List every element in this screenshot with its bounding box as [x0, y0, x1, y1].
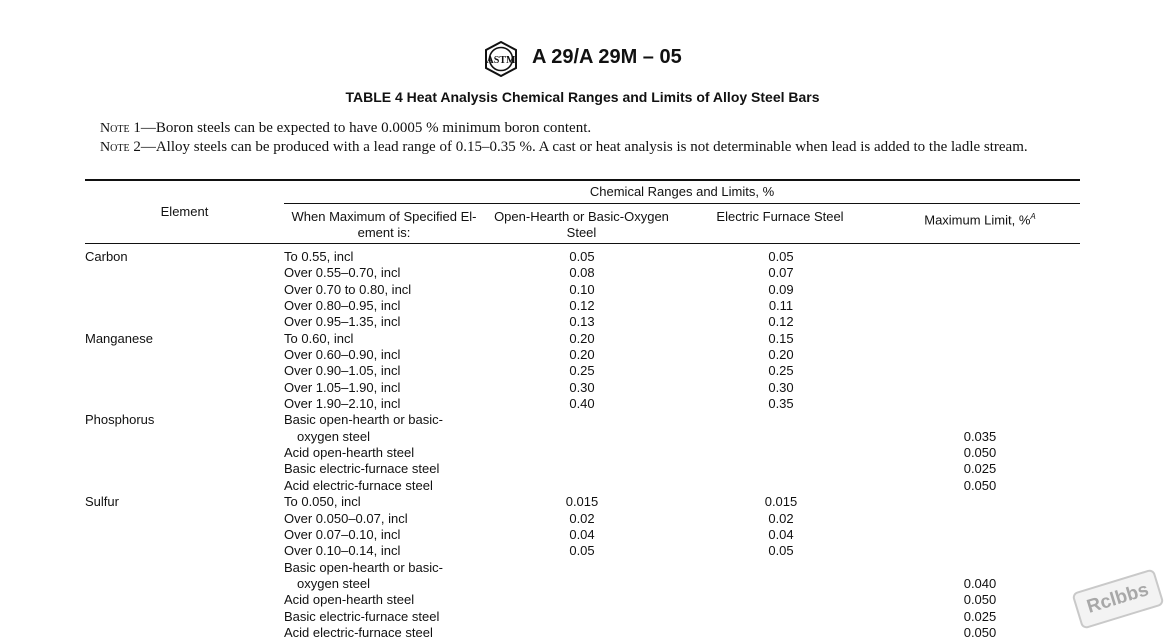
table-row: [0, 560, 1165, 576]
cell-condition: Over 0.70 to 0.80, incl: [284, 281, 412, 297]
cell-electric-furnace: 0.015: [764, 494, 798, 510]
cell-open-hearth: 0.20: [569, 330, 595, 346]
note-1: [100, 119, 591, 138]
cell-open-hearth: 0.10: [569, 281, 595, 297]
cell-element: Manganese: [85, 330, 153, 346]
table-header-rule: [85, 243, 1080, 244]
cell-condition: Basic electric-furnace steel: [284, 608, 440, 624]
table-row: [0, 429, 1165, 445]
cell-condition: To 0.050, incl: [284, 494, 361, 510]
cell-electric-furnace: 0.12: [768, 314, 794, 330]
table-top-rule: [85, 179, 1080, 181]
cell-open-hearth: 0.015: [565, 494, 599, 510]
table-row: [0, 511, 1165, 527]
cell-electric-furnace: 0.04: [768, 526, 794, 542]
cell-electric-furnace: 0.09: [768, 281, 794, 297]
cell-condition: Basic open-hearth or basic-: [284, 559, 443, 575]
cell-condition: oxygen steel: [297, 575, 370, 591]
table-row: [0, 314, 1165, 330]
table-group-rule: [284, 203, 1080, 204]
cell-max-limit: 0.050: [963, 477, 997, 493]
cell-open-hearth: 0.02: [569, 510, 595, 526]
cell-open-hearth: 0.40: [569, 396, 595, 412]
cell-element: Phosphorus: [85, 412, 155, 428]
footnote-marker: A: [1030, 212, 1036, 221]
table-row: [0, 461, 1165, 477]
cell-electric-furnace: 0.30: [768, 379, 794, 395]
cell-max-limit: 0.050: [963, 624, 997, 640]
cell-max-limit: 0.050: [963, 592, 997, 608]
cell-open-hearth: 0.20: [569, 347, 595, 363]
cell-condition: Over 0.95–1.35, incl: [284, 314, 401, 330]
cell-max-limit: 0.040: [963, 575, 997, 591]
cell-element: Carbon: [85, 249, 128, 264]
cell-condition: Over 0.90–1.05, incl: [284, 363, 401, 379]
cell-open-hearth: 0.13: [569, 314, 595, 330]
table-body: [0, 249, 1165, 641]
note-label: Note: [100, 121, 130, 136]
cell-condition: Over 0.07–0.10, incl: [284, 526, 401, 542]
cell-electric-furnace: 0.11: [768, 298, 794, 314]
cell-electric-furnace: 0.35: [768, 396, 794, 412]
cell-electric-furnace: 0.07: [768, 265, 794, 281]
cell-electric-furnace: 0.25: [768, 363, 794, 379]
note-text: 1—Boron steels can be expected to have 0.0005 % minimum boron content.: [129, 120, 592, 136]
cell-condition: Acid electric-furnace steel: [284, 477, 433, 493]
header-max-limit: [880, 209, 1080, 228]
svg-text:ASTM: ASTM: [486, 55, 516, 66]
cell-condition: Over 1.05–1.90, incl: [284, 379, 401, 395]
cell-condition: Over 0.10–0.14, incl: [284, 543, 401, 559]
cell-element: Sulfur: [85, 494, 119, 510]
cell-condition: oxygen steel: [297, 428, 370, 444]
cell-max-limit: 0.050: [963, 445, 997, 461]
cell-condition: To 0.55, incl: [284, 249, 354, 264]
cell-condition: Basic open-hearth or basic-: [284, 412, 443, 428]
table-row: [0, 625, 1165, 641]
astm-logo-icon: [481, 41, 521, 77]
cell-open-hearth: 0.05: [569, 249, 595, 264]
header-open-hearth: Open-Hearth or Basic-Oxygen Steel: [494, 209, 669, 240]
cell-electric-furnace: 0.05: [768, 249, 794, 264]
cell-open-hearth: 0.08: [569, 265, 595, 281]
cell-condition: Over 1.90–2.10, incl: [284, 396, 401, 412]
cell-condition: Over 0.55–0.70, incl: [284, 265, 401, 281]
note-label: Note: [100, 140, 130, 155]
cell-condition: Acid electric-furnace steel: [284, 624, 433, 640]
cell-condition: Acid open-hearth steel: [284, 445, 415, 461]
cell-condition: Over 0.60–0.90, incl: [284, 347, 401, 363]
cell-open-hearth: 0.25: [569, 363, 595, 379]
table-row: [0, 380, 1165, 396]
header-when-max: When Maximum of Specified El- ement is:: [291, 209, 477, 240]
cell-open-hearth: 0.30: [569, 379, 595, 395]
cell-condition: Basic electric-furnace steel: [284, 461, 440, 477]
watermark-stamp: Rclbbs: [1071, 568, 1164, 629]
header-chemical-ranges: Chemical Ranges and Limits, %: [589, 184, 775, 199]
cell-electric-furnace: 0.20: [768, 347, 794, 363]
document-header: [0, 38, 1165, 82]
header-max-limit-label: Maximum Limit, %: [924, 212, 1031, 228]
table-row: [0, 445, 1165, 461]
cell-electric-furnace: 0.15: [768, 330, 794, 346]
table-row: [0, 494, 1165, 510]
note-2: [85, 138, 1080, 157]
cell-condition: To 0.60, incl: [284, 330, 354, 346]
cell-condition: Over 0.050–0.07, incl: [284, 510, 408, 526]
header-element: Element: [160, 204, 209, 219]
cell-open-hearth: 0.12: [569, 298, 595, 314]
cell-electric-furnace: 0.05: [768, 543, 794, 559]
table-title: TABLE 4 Heat Analysis Chemical Ranges and Limits of Alloy Steel Bars: [345, 89, 820, 105]
cell-open-hearth: 0.04: [569, 526, 595, 542]
table-row: [0, 396, 1165, 412]
cell-condition: Acid open-hearth steel: [284, 592, 415, 608]
table-row: [0, 412, 1165, 428]
note-text: 2—Alloy steels can be produced with a lead range of 0.15–0.35 %. A cast or heat analysis is not determinable when lead is added to the ladle stream.: [129, 139, 1028, 155]
table-row: [0, 543, 1165, 559]
cell-max-limit: 0.035: [963, 428, 997, 444]
table-row: [0, 527, 1165, 543]
table-row: [0, 331, 1165, 347]
table-row: [0, 282, 1165, 298]
cell-open-hearth: 0.05: [569, 543, 595, 559]
table-row: [0, 478, 1165, 494]
cell-max-limit: 0.025: [963, 461, 997, 477]
header-electric-furnace: Electric Furnace Steel: [716, 209, 844, 224]
table-row: [0, 347, 1165, 363]
cell-max-limit: 0.025: [963, 608, 997, 624]
table-row: [0, 609, 1165, 625]
table-row: [0, 265, 1165, 281]
table-row: [0, 576, 1165, 592]
document-id: A 29/A 29M – 05: [532, 46, 682, 68]
table-row: [0, 363, 1165, 379]
cell-electric-furnace: 0.02: [768, 510, 794, 526]
table-row: [0, 298, 1165, 314]
table-row: [0, 592, 1165, 608]
cell-condition: Over 0.80–0.95, incl: [284, 298, 401, 314]
table-row: [0, 249, 1165, 265]
